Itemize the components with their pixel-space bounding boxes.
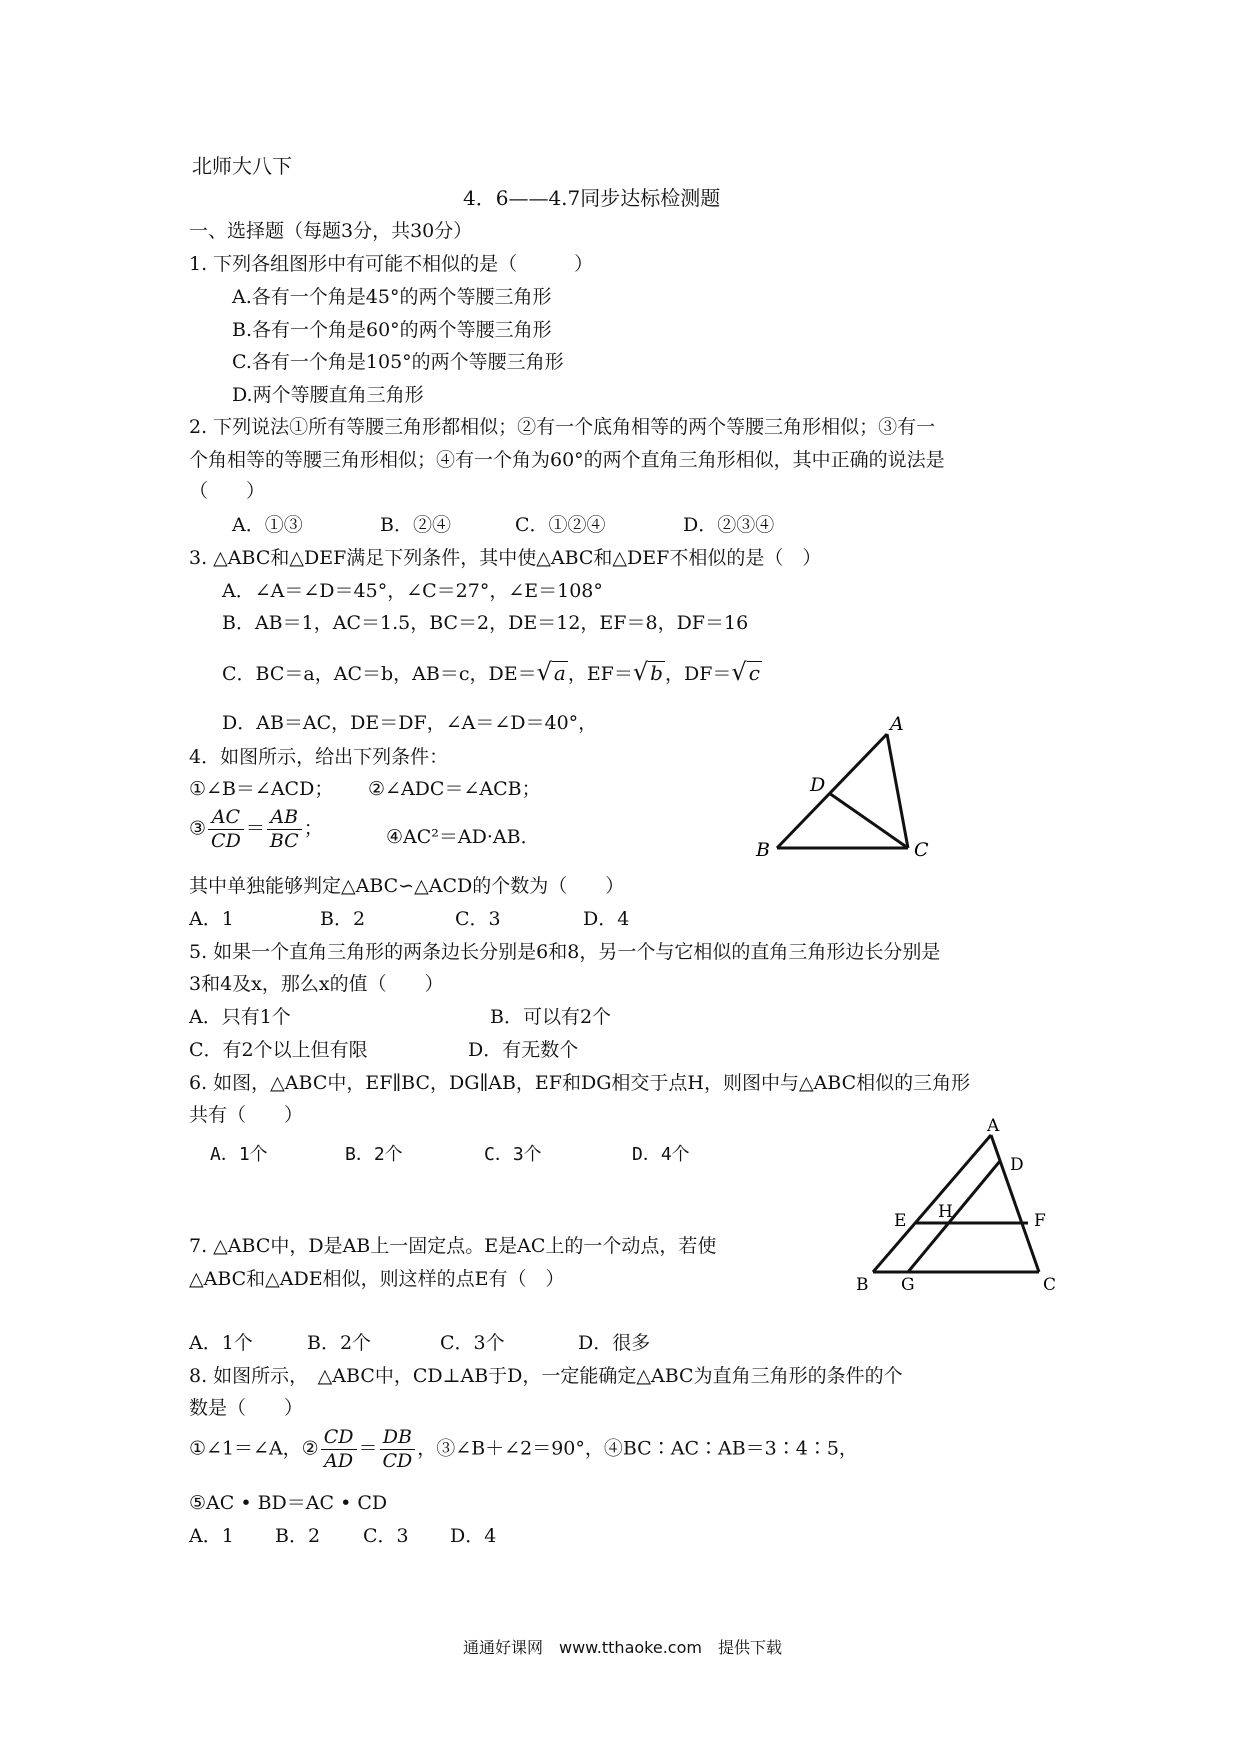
q4-stem: 4．如图所示，给出下列条件：	[189, 746, 449, 768]
q7-line2: △ABC和△ADE相似，则这样的点E有（ ）	[189, 1268, 565, 1290]
sqrt-b: √ b	[632, 658, 663, 686]
q1-stem: 1. 下列各组图形中有可能不相似的是（ ）	[189, 253, 594, 275]
q6-option-a: A．1个	[210, 1144, 268, 1165]
q4-option-b: B．2	[320, 908, 366, 930]
q4-cond1: ①∠B＝∠ACD；	[189, 778, 334, 800]
fraction-db-cd: $\frac{DB}{CD}$	[380, 1428, 416, 1471]
q7-option-b: B．2个	[307, 1332, 372, 1354]
q3-option-c-mid1: ，EF＝	[567, 663, 633, 685]
q8-cond5: ⑤AC • BD＝AC • CD	[189, 1492, 388, 1514]
q1-option-a: A.各有一个角是45°的两个等腰三角形	[232, 286, 552, 308]
q6-label-b: B	[856, 1275, 869, 1295]
q6-label-d: D	[1010, 1155, 1024, 1175]
q5-option-b: B．可以有2个	[490, 1006, 612, 1028]
q2-line1: 2. 下列说法①所有等腰三角形都相似；②有一个底角相等的两个等腰三角形相似；③有一	[189, 416, 936, 438]
page-title: 4．6——4.7同步达标检测题	[463, 186, 721, 210]
q2-option-b: B．②④	[380, 514, 451, 536]
q2-line3: （ ）	[189, 480, 266, 502]
q4-cond2: ②∠ADC＝∠ACB；	[368, 778, 541, 800]
q1-option-c: C.各有一个角是105°的两个等腰三角形	[232, 351, 564, 373]
q2-option-c: C．①②④	[515, 514, 606, 536]
q4-option-c: C．3	[455, 908, 501, 930]
q3-option-c-mid2: ，DF＝	[664, 663, 732, 685]
q2-option-d: D．②③④	[683, 514, 775, 536]
q5-option-c: C．有2个以上但有限	[189, 1039, 368, 1061]
q5-option-d: D．有无数个	[468, 1039, 579, 1061]
fraction-ac-cd: $\frac{AC}{CD}$	[208, 808, 244, 851]
q8-conditions	[189, 1428, 858, 1471]
sqrt-a: √ a	[536, 658, 566, 686]
q6-option-d: D．4个	[632, 1144, 690, 1165]
q4-label-d: D	[810, 774, 826, 796]
q3-stem: 3. △ABC和△DEF满足下列条件，其中使△ABC和△DEF不相似的是（ ）	[189, 547, 822, 569]
q7-line1: 7. △ABC中，D是AB上一固定点。E是AC上的一个动点，若使	[189, 1235, 717, 1257]
q5-line2: 3和4及x，那么x的值（ ）	[189, 973, 444, 995]
q6-label-f: F	[1034, 1211, 1046, 1231]
q3-option-d: D．AB＝AC，DE＝DF，∠A＝∠D＝40°，	[222, 712, 598, 734]
q7-option-d: D．很多	[578, 1332, 651, 1354]
q6-label-a: A	[987, 1118, 1000, 1136]
q8-option-b: B．2	[275, 1525, 321, 1547]
q7-option-a: A．1个	[189, 1332, 253, 1354]
q6-label-h: H	[938, 1202, 953, 1222]
q3-option-b: B．AB＝1，AC＝1.5，BC＝2，DE＝12，EF＝8，DF＝16	[222, 612, 749, 634]
q4-option-a: A．1	[189, 908, 234, 930]
equals: ＝	[358, 1437, 378, 1460]
q6-option-b: B．2个	[345, 1144, 403, 1165]
q6-option-c: C．3个	[484, 1144, 542, 1165]
q4-label-c: C	[914, 839, 929, 861]
footer-credit: 通通好课网 www.tthaoke.com 提供下载	[463, 1638, 782, 1657]
q1-option-b: B.各有一个角是60°的两个等腰三角形	[232, 319, 552, 341]
q8-cond3-4: ，③∠B＋∠2＝90°，④BC∶AC∶AB＝3∶4∶5，	[417, 1437, 858, 1460]
q8-option-a: A．1	[189, 1525, 234, 1547]
fraction-cd-ad: $\frac{CD}{AD}$	[321, 1428, 357, 1471]
q8-option-d: D．4	[450, 1525, 497, 1547]
q1-option-d: D.两个等腰直角三角形	[232, 384, 424, 406]
q2-line2: 个角相等的等腰三角形相似；④有一个角为60°的两个直角三角形相似，其中正确的说法是	[189, 449, 945, 471]
section-heading: 一、选择题（每题3分，共30分）	[189, 220, 473, 242]
q4-triangle-figure	[750, 712, 940, 862]
q8-line1: 8. 如图所示， △ABC中，CD⊥AB于D，一定能确定△ABC为直角三角形的条件的个	[189, 1365, 903, 1387]
q4-cond3	[189, 808, 323, 851]
q5-option-a: A．只有1个	[189, 1006, 291, 1028]
equals: ＝	[245, 817, 265, 840]
q4-cond4: ④AC²＝AD·AB．	[386, 826, 540, 848]
fraction-ab-bc: $\frac{AB}{BC}$	[267, 808, 302, 851]
q4-question: 其中单独能够判定△ABC∽△ACD的个数为（ ）	[189, 875, 625, 897]
q6-label-e: E	[894, 1211, 907, 1231]
q6-line1: 6. 如图，△ABC中，EF∥BC，DG∥AB，EF和DG相交于点H，则图中与△ABC相似的三角形	[189, 1072, 971, 1094]
q4-cond3-prefix: ③	[189, 817, 207, 840]
q3-option-a: A．∠A＝∠D＝45°，∠C＝27°，∠E＝108°	[222, 580, 603, 602]
q6-line2: 共有（ ）	[189, 1104, 304, 1126]
q7-option-c: C．3个	[440, 1332, 505, 1354]
q6-label-g: G	[901, 1275, 915, 1295]
q3-option-c	[222, 660, 762, 684]
q4-label-b: B	[756, 839, 770, 861]
q6-triangle-figure	[848, 1118, 1068, 1298]
q8-option-c: C．3	[363, 1525, 409, 1547]
q8-cond1: ①∠1＝∠A，②	[189, 1437, 319, 1460]
sqrt-c: √ c	[731, 658, 760, 686]
q4-option-d: D．4	[583, 908, 630, 930]
q5-line1: 5. 如果一个直角三角形的两条边长分别是6和8，另一个与它相似的直角三角形边长分别是	[189, 941, 941, 963]
q4-cond3-suffix: ；	[303, 817, 323, 840]
q4-label-a: A	[890, 713, 904, 735]
q2-option-a: A．①③	[232, 514, 303, 536]
q8-line2: 数是（ ）	[189, 1397, 304, 1419]
grade-label: 北师大八下	[192, 154, 292, 178]
q3-option-c-prefix: C．BC＝a，AC＝b，AB＝c，DE＝	[222, 663, 537, 685]
q6-label-c: C	[1043, 1275, 1057, 1295]
